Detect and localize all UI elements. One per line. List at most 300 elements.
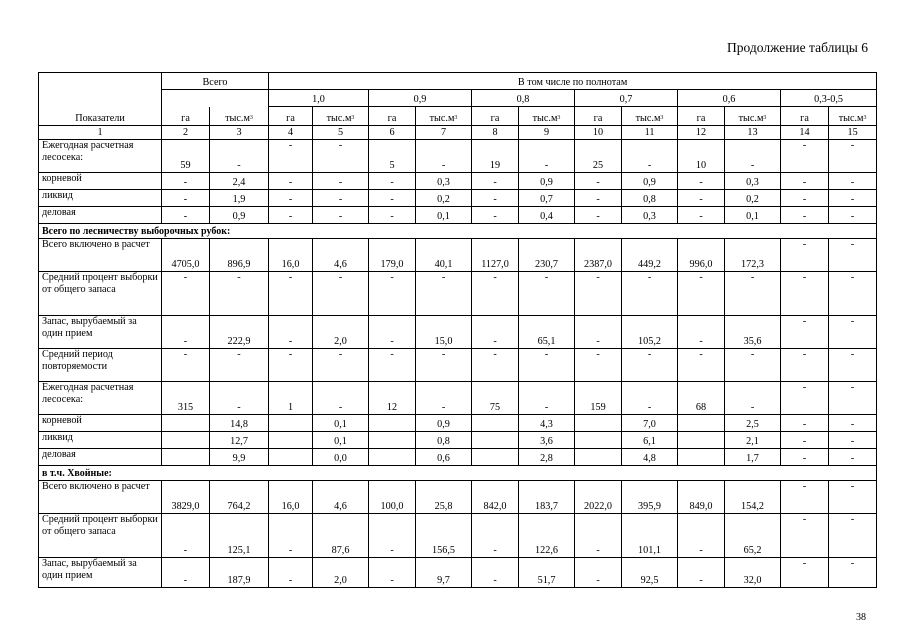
table-cell: 75 xyxy=(472,382,519,415)
table-cell: - xyxy=(829,316,877,349)
row-label: деловая xyxy=(39,207,162,224)
unit-volume-header xyxy=(725,107,781,126)
table-cell: 0,3 xyxy=(622,207,678,224)
table-cell: - xyxy=(269,140,313,173)
column-number: 15 xyxy=(829,126,877,140)
table-cell: - xyxy=(678,190,725,207)
table-cell: - xyxy=(472,190,519,207)
table-cell: 222,9 xyxy=(210,316,269,349)
unit-volume-sup: 3 xyxy=(454,115,458,121)
unit-volume-text: тыс.м xyxy=(532,113,558,124)
unit-volume-text: тыс.м xyxy=(838,113,864,124)
table-cell xyxy=(472,415,519,432)
table-cell xyxy=(162,415,210,432)
section-title: Всего по лесничеству выборочных рубок: xyxy=(39,224,877,239)
table-cell: 849,0 xyxy=(678,481,725,514)
table-cell: 25 xyxy=(575,140,622,173)
row-label: Средний период повторяемости xyxy=(39,349,162,382)
table-cell: - xyxy=(369,173,416,190)
unit-volume-text: тыс.м xyxy=(635,113,661,124)
column-number: 7 xyxy=(416,126,472,140)
table-cell: 65,2 xyxy=(725,514,781,558)
table-cell: - xyxy=(829,349,877,382)
column-number: 8 xyxy=(472,126,519,140)
table-cell: 159 xyxy=(575,382,622,415)
row-label: корневой xyxy=(39,415,162,432)
table-cell: - xyxy=(829,239,877,272)
table-cell: 2,5 xyxy=(725,415,781,432)
unit-volume-header xyxy=(210,107,269,126)
table-cell: 0,8 xyxy=(622,190,678,207)
table-cell: 1 xyxy=(269,382,313,415)
table-cell: - xyxy=(781,190,829,207)
table-cell: 16,0 xyxy=(269,481,313,514)
table-cell: 0,1 xyxy=(313,415,369,432)
table-cell: - xyxy=(622,349,678,382)
total-header: Всего xyxy=(162,73,269,90)
row-label: ликвид xyxy=(39,432,162,449)
table-cell: - xyxy=(725,140,781,173)
table-cell: - xyxy=(162,316,210,349)
table-cell: 156,5 xyxy=(416,514,472,558)
column-number: 5 xyxy=(313,126,369,140)
table-cell: 100,0 xyxy=(369,481,416,514)
table-cell: - xyxy=(829,207,877,224)
table-cell: 1,9 xyxy=(210,190,269,207)
table-cell: - xyxy=(369,272,416,316)
row-label: Запас, вырубаемый за один прием xyxy=(39,316,162,349)
row-label: корневой xyxy=(39,173,162,190)
table-cell: 2,8 xyxy=(519,449,575,466)
table-cell: - xyxy=(269,173,313,190)
table-cell: 9,9 xyxy=(210,449,269,466)
row-label: Средний процент выборки от общего запаса xyxy=(39,514,162,558)
unit-volume-sup: 3 xyxy=(660,115,664,121)
unit-ha-header: га xyxy=(575,107,622,126)
table-cell: - xyxy=(313,140,369,173)
table-cell: 2,0 xyxy=(313,558,369,588)
density-header: 0,8 xyxy=(472,90,575,107)
table-cell xyxy=(369,432,416,449)
table-cell xyxy=(575,415,622,432)
column-number: 13 xyxy=(725,126,781,140)
table-cell: 183,7 xyxy=(519,481,575,514)
table-cell: 105,2 xyxy=(622,316,678,349)
unit-ha-header: га xyxy=(781,107,829,126)
table-cell: - xyxy=(269,316,313,349)
table-cell: 9,7 xyxy=(416,558,472,588)
table-cell: - xyxy=(472,272,519,316)
table-cell: - xyxy=(781,207,829,224)
unit-volume-header xyxy=(416,107,472,126)
table-cell: 6,1 xyxy=(622,432,678,449)
unit-volume-header xyxy=(622,107,678,126)
table-row xyxy=(39,349,877,382)
table-cell: 0,1 xyxy=(416,207,472,224)
unit-volume-text: тыс.м xyxy=(326,113,352,124)
table-cell: - xyxy=(162,514,210,558)
table-cell: 0,2 xyxy=(725,190,781,207)
table-cell xyxy=(472,432,519,449)
table-cell xyxy=(269,415,313,432)
column-number: 4 xyxy=(269,126,313,140)
table-cell: - xyxy=(313,382,369,415)
table-cell: - xyxy=(369,514,416,558)
table-cell: - xyxy=(472,173,519,190)
table-cell: - xyxy=(269,514,313,558)
column-number: 10 xyxy=(575,126,622,140)
table-cell xyxy=(269,432,313,449)
table-cell: 0,4 xyxy=(519,207,575,224)
table-row xyxy=(39,207,877,224)
table-cell: - xyxy=(725,382,781,415)
table-cell: - xyxy=(472,514,519,558)
unit-ha-header: га xyxy=(678,107,725,126)
table-cell: - xyxy=(519,272,575,316)
table-cell: - xyxy=(622,382,678,415)
table-cell: 12,7 xyxy=(210,432,269,449)
table-cell: 92,5 xyxy=(622,558,678,588)
table-cell: - xyxy=(781,432,829,449)
table-cell: 4,3 xyxy=(519,415,575,432)
total-subheader-blank xyxy=(162,90,269,107)
table-cell: 0,1 xyxy=(725,207,781,224)
row-label: Ежегодная расчетная лесосека: xyxy=(39,140,162,173)
table-cell: - xyxy=(678,207,725,224)
table-cell: 0,9 xyxy=(622,173,678,190)
table-cell: 40,1 xyxy=(416,239,472,272)
table-cell: - xyxy=(313,272,369,316)
table-cell xyxy=(678,415,725,432)
table-continuation-heading: Продолжение таблицы 6 xyxy=(727,40,868,55)
table-cell: - xyxy=(210,349,269,382)
column-number: 6 xyxy=(369,126,416,140)
unit-volume-sup: 3 xyxy=(557,115,561,121)
table-cell: - xyxy=(781,272,829,316)
table-cell: 35,6 xyxy=(725,316,781,349)
table-cell: - xyxy=(369,349,416,382)
table-cell: - xyxy=(162,349,210,382)
table-cell: - xyxy=(622,272,678,316)
table-cell: 2,0 xyxy=(313,316,369,349)
table-cell: - xyxy=(678,316,725,349)
table-cell: 0,8 xyxy=(416,432,472,449)
density-header: 0,6 xyxy=(678,90,781,107)
table-cell: - xyxy=(162,272,210,316)
unit-volume-header xyxy=(829,107,877,126)
table-cell: 0,9 xyxy=(519,173,575,190)
table-cell: - xyxy=(781,173,829,190)
density-header: 0,7 xyxy=(575,90,678,107)
column-number: 2 xyxy=(162,126,210,140)
table-cell: 395,9 xyxy=(622,481,678,514)
table-cell: 4705,0 xyxy=(162,239,210,272)
table-cell: 68 xyxy=(678,382,725,415)
unit-ha-header: га xyxy=(472,107,519,126)
table-cell: 2022,0 xyxy=(575,481,622,514)
table-cell: 0,6 xyxy=(416,449,472,466)
table-cell: - xyxy=(678,173,725,190)
table-cell: - xyxy=(781,316,829,349)
density-header: 0,9 xyxy=(369,90,472,107)
table-cell: - xyxy=(781,415,829,432)
table-cell: 122,6 xyxy=(519,514,575,558)
section-row xyxy=(39,224,877,239)
unit-ha-header: га xyxy=(269,107,313,126)
row-label: деловая xyxy=(39,449,162,466)
table-cell: 2,1 xyxy=(725,432,781,449)
table-cell: 19 xyxy=(472,140,519,173)
table-cell: - xyxy=(210,382,269,415)
unit-ha-header: га xyxy=(162,107,210,126)
table-row xyxy=(39,316,877,349)
table-cell: 896,9 xyxy=(210,239,269,272)
table-cell: - xyxy=(829,173,877,190)
table-cell: 0,1 xyxy=(313,432,369,449)
table-cell: 87,6 xyxy=(313,514,369,558)
section-row xyxy=(39,466,877,481)
table-row xyxy=(39,415,877,432)
table-cell: 25,8 xyxy=(416,481,472,514)
table-cell: 5 xyxy=(369,140,416,173)
table-cell: 12 xyxy=(369,382,416,415)
table-cell: - xyxy=(781,349,829,382)
table-cell: - xyxy=(829,449,877,466)
table-row xyxy=(39,514,877,558)
table-cell: - xyxy=(829,514,877,558)
table-cell xyxy=(269,449,313,466)
unit-volume-text: тыс.м xyxy=(738,113,764,124)
table-cell: 0,9 xyxy=(416,415,472,432)
table-cell: - xyxy=(369,558,416,588)
table-cell xyxy=(162,432,210,449)
table-cell: 172,3 xyxy=(725,239,781,272)
table-cell: 15,0 xyxy=(416,316,472,349)
table-cell: - xyxy=(313,173,369,190)
table-cell: 842,0 xyxy=(472,481,519,514)
table-cell: - xyxy=(313,349,369,382)
table-cell: 65,1 xyxy=(519,316,575,349)
table-cell: - xyxy=(519,349,575,382)
column-number: 14 xyxy=(781,126,829,140)
table-cell: - xyxy=(416,272,472,316)
table-cell: - xyxy=(829,272,877,316)
table-row xyxy=(39,173,877,190)
table-cell: - xyxy=(781,140,829,173)
table-cell: - xyxy=(829,558,877,588)
table-cell: 1,7 xyxy=(725,449,781,466)
unit-volume-sup: 3 xyxy=(863,115,867,121)
table-cell: 764,2 xyxy=(210,481,269,514)
table-cell: - xyxy=(472,207,519,224)
table-cell: 101,1 xyxy=(622,514,678,558)
table-cell xyxy=(678,432,725,449)
table-cell: - xyxy=(781,514,829,558)
table-cell: - xyxy=(575,558,622,588)
table-cell: - xyxy=(575,514,622,558)
table-cell: - xyxy=(269,190,313,207)
table-cell: 0,2 xyxy=(416,190,472,207)
table-cell: - xyxy=(575,173,622,190)
table-cell: 2,4 xyxy=(210,173,269,190)
table-cell: - xyxy=(678,349,725,382)
table-cell: 59 xyxy=(162,140,210,173)
table-cell: - xyxy=(269,558,313,588)
table-cell: 449,2 xyxy=(622,239,678,272)
density-header: 1,0 xyxy=(269,90,369,107)
table-cell: - xyxy=(829,415,877,432)
table-cell: 0,0 xyxy=(313,449,369,466)
table-cell: - xyxy=(519,140,575,173)
table-cell: - xyxy=(472,316,519,349)
table-cell: 16,0 xyxy=(269,239,313,272)
table-row xyxy=(39,449,877,466)
table-cell: - xyxy=(829,382,877,415)
table-cell xyxy=(678,449,725,466)
table-cell: - xyxy=(416,140,472,173)
table-cell: - xyxy=(829,140,877,173)
table-cell: 51,7 xyxy=(519,558,575,588)
table-cell: - xyxy=(725,272,781,316)
column-number: 9 xyxy=(519,126,575,140)
table-cell: 14,8 xyxy=(210,415,269,432)
table-cell xyxy=(162,449,210,466)
row-label: Средний процент выборки от общего запаса xyxy=(39,272,162,316)
table-cell xyxy=(369,415,416,432)
table-cell: - xyxy=(369,207,416,224)
table-cell: - xyxy=(829,432,877,449)
table-cell: - xyxy=(622,140,678,173)
table-row xyxy=(39,190,877,207)
table-row xyxy=(39,481,877,514)
table-cell: - xyxy=(781,382,829,415)
column-number: 3 xyxy=(210,126,269,140)
row-label: Ежегодная расчетная лесосека: xyxy=(39,382,162,415)
unit-volume-sup: 3 xyxy=(249,115,253,121)
table-cell: - xyxy=(678,558,725,588)
table-cell: - xyxy=(678,272,725,316)
table-cell: 125,1 xyxy=(210,514,269,558)
table-cell: 4,8 xyxy=(622,449,678,466)
table-cell: 0,3 xyxy=(725,173,781,190)
table-row xyxy=(39,432,877,449)
table-cell: - xyxy=(678,514,725,558)
table-cell: 0,3 xyxy=(416,173,472,190)
table-cell: - xyxy=(575,349,622,382)
table-cell: - xyxy=(781,239,829,272)
table-row xyxy=(39,140,877,173)
table-cell: - xyxy=(162,207,210,224)
table-cell: - xyxy=(575,316,622,349)
table-cell: - xyxy=(781,481,829,514)
row-label: ликвид xyxy=(39,190,162,207)
table-cell: 230,7 xyxy=(519,239,575,272)
column-number: 1 xyxy=(39,126,162,140)
table-cell xyxy=(472,449,519,466)
section-title: в т.ч. Хвойные: xyxy=(39,466,877,481)
unit-volume-header xyxy=(519,107,575,126)
row-label: Запас, вырубаемый за один прием xyxy=(39,558,162,588)
table-cell: - xyxy=(162,173,210,190)
table-cell: 4,6 xyxy=(313,239,369,272)
unit-volume-header xyxy=(313,107,369,126)
table-cell: 10 xyxy=(678,140,725,173)
table-row xyxy=(39,382,877,415)
table-cell: - xyxy=(369,316,416,349)
table-cell: 154,2 xyxy=(725,481,781,514)
unit-volume-text: тыс.м xyxy=(225,113,250,124)
row-label: Всего включено в расчет xyxy=(39,239,162,272)
table-cell: - xyxy=(416,349,472,382)
table-cell: - xyxy=(162,558,210,588)
forest-felling-table xyxy=(38,72,877,588)
unit-volume-sup: 3 xyxy=(351,115,355,121)
table-cell: - xyxy=(313,207,369,224)
table-cell: 3829,0 xyxy=(162,481,210,514)
table-cell: 0,7 xyxy=(519,190,575,207)
table-cell: - xyxy=(369,190,416,207)
by-density-header: В том числе по полнотам xyxy=(269,73,877,90)
table-cell: - xyxy=(829,190,877,207)
table-cell: - xyxy=(416,382,472,415)
table-cell: - xyxy=(269,207,313,224)
table-row xyxy=(39,239,877,272)
table-cell: - xyxy=(472,349,519,382)
table-cell: - xyxy=(313,190,369,207)
page-number: 38 xyxy=(856,612,866,623)
column-number: 12 xyxy=(678,126,725,140)
table-cell: - xyxy=(781,558,829,588)
table-cell: - xyxy=(472,558,519,588)
table-cell xyxy=(575,449,622,466)
table-cell xyxy=(575,432,622,449)
table-cell: 179,0 xyxy=(369,239,416,272)
unit-volume-sup: 3 xyxy=(763,115,767,121)
table-cell: - xyxy=(781,449,829,466)
table-cell: 4,6 xyxy=(313,481,369,514)
table-cell: 187,9 xyxy=(210,558,269,588)
column-number: 11 xyxy=(622,126,678,140)
table-cell: - xyxy=(575,207,622,224)
table-cell xyxy=(369,449,416,466)
table-row xyxy=(39,558,877,588)
table-cell: - xyxy=(575,272,622,316)
table-cell: - xyxy=(269,272,313,316)
table-cell: - xyxy=(829,481,877,514)
row-label: Всего включено в расчет xyxy=(39,481,162,514)
table-cell: 2387,0 xyxy=(575,239,622,272)
unit-ha-header: га xyxy=(369,107,416,126)
table-cell: - xyxy=(162,190,210,207)
table-cell: - xyxy=(575,190,622,207)
table-cell: 3,6 xyxy=(519,432,575,449)
table-cell: - xyxy=(725,349,781,382)
table-cell: 32,0 xyxy=(725,558,781,588)
table-cell: - xyxy=(519,382,575,415)
table-cell: - xyxy=(210,272,269,316)
table-cell: 996,0 xyxy=(678,239,725,272)
table-row xyxy=(39,272,877,316)
table-cell: 315 xyxy=(162,382,210,415)
table-cell: - xyxy=(269,349,313,382)
table-cell: 1127,0 xyxy=(472,239,519,272)
indicators-header: Показатели xyxy=(39,73,162,126)
unit-volume-text: тыс.м xyxy=(429,113,455,124)
table-cell: - xyxy=(210,140,269,173)
density-header: 0,3-0,5 xyxy=(781,90,877,107)
table-cell: 0,9 xyxy=(210,207,269,224)
table-cell: 7,0 xyxy=(622,415,678,432)
